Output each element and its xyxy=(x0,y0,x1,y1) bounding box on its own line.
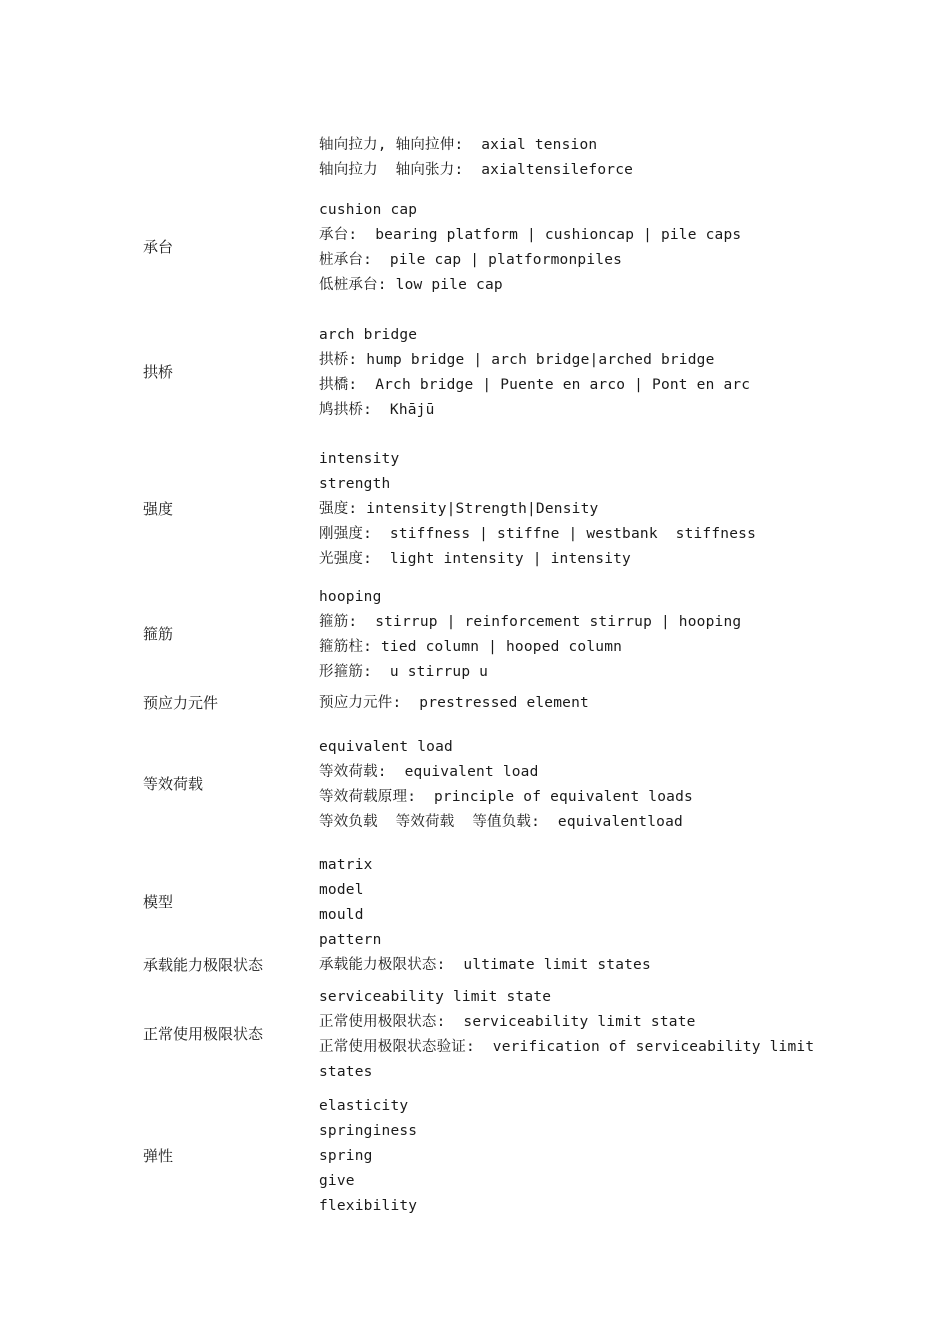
definition-line: 承台: bearing platform | cushioncap | pile caps xyxy=(319,227,742,243)
entry-term: 承台 xyxy=(143,238,174,256)
definition-line: 正常使用极限状态验证: verification of serviceability limit xyxy=(319,1039,815,1055)
definition-line: 等效荷载原理: principle of equivalent loads xyxy=(319,789,693,805)
definition-line: 桩承台: pile cap | platformonpiles xyxy=(319,252,623,268)
entry-term: 承载能力极限状态 xyxy=(143,956,264,974)
definition-line: model xyxy=(319,882,364,898)
definition-line: cushion cap xyxy=(319,202,418,218)
definition-line: 拱橋: Arch bridge | Puente en arco | Pont en arc xyxy=(319,377,751,393)
definition-line: 等效荷载: equivalent load xyxy=(319,764,539,780)
definition-line: strength xyxy=(319,476,391,492)
entry-term: 弹性 xyxy=(143,1147,174,1165)
definition-line: intensity xyxy=(319,451,400,467)
definition-line: 箍筋柱: tied column | hooped column xyxy=(319,639,623,655)
definition-line: hooping xyxy=(319,589,382,605)
definition-line: 鸠拱桥: Khājū xyxy=(319,402,435,418)
definition-line: arch bridge xyxy=(319,327,418,343)
entry-term: 等效荷载 xyxy=(143,775,204,793)
definition-line: flexibility xyxy=(319,1198,418,1214)
definition-line: 预应力元件: prestressed element xyxy=(319,695,589,711)
definition-line: 拱桥: hump bridge | arch bridge|arched bridge xyxy=(319,352,715,368)
definition-line: springiness xyxy=(319,1123,418,1139)
entry-term: 强度 xyxy=(143,500,174,518)
definition-line: spring xyxy=(319,1148,373,1164)
definition-line: 刚强度: stiffness | stiffne | westbank stiffness xyxy=(319,526,757,542)
definition-line: states xyxy=(319,1064,373,1080)
definition-line: matrix xyxy=(319,857,373,873)
definition-line: give xyxy=(319,1173,355,1189)
definition-line: 轴向拉力 轴向张力: axialtensileforce xyxy=(319,162,634,178)
definition-line: 形箍筋: u stirrup u xyxy=(319,664,489,680)
definition-line: 箍筋: stirrup | reinforcement stirrup | hooping xyxy=(319,614,742,630)
entry-term: 正常使用极限状态 xyxy=(143,1025,264,1043)
definition-line: elasticity xyxy=(319,1098,409,1114)
definition-line: 等效负载 等效荷载 等值负载: equivalentload xyxy=(319,814,683,830)
definition-line: 承载能力极限状态: ultimate limit states xyxy=(319,957,651,973)
definition-line: 光强度: light intensity | intensity xyxy=(319,551,631,567)
definition-line: 低桩承台: low pile cap xyxy=(319,277,503,293)
entry-term: 预应力元件 xyxy=(143,694,219,712)
entry-term: 模型 xyxy=(143,893,174,911)
definition-line: mould xyxy=(319,907,364,923)
entry-term: 拱桥 xyxy=(143,363,174,381)
definition-line: serviceability limit state xyxy=(319,989,552,1005)
definition-line: 正常使用极限状态: serviceability limit state xyxy=(319,1014,696,1030)
definition-line: equivalent load xyxy=(319,739,453,755)
definition-line: 强度: intensity|Strength|Density xyxy=(319,501,599,517)
definition-line: pattern xyxy=(319,932,382,948)
definition-line: 轴向拉力, 轴向拉伸: axial tension xyxy=(319,137,598,153)
entry-term: 箍筋 xyxy=(143,625,174,643)
